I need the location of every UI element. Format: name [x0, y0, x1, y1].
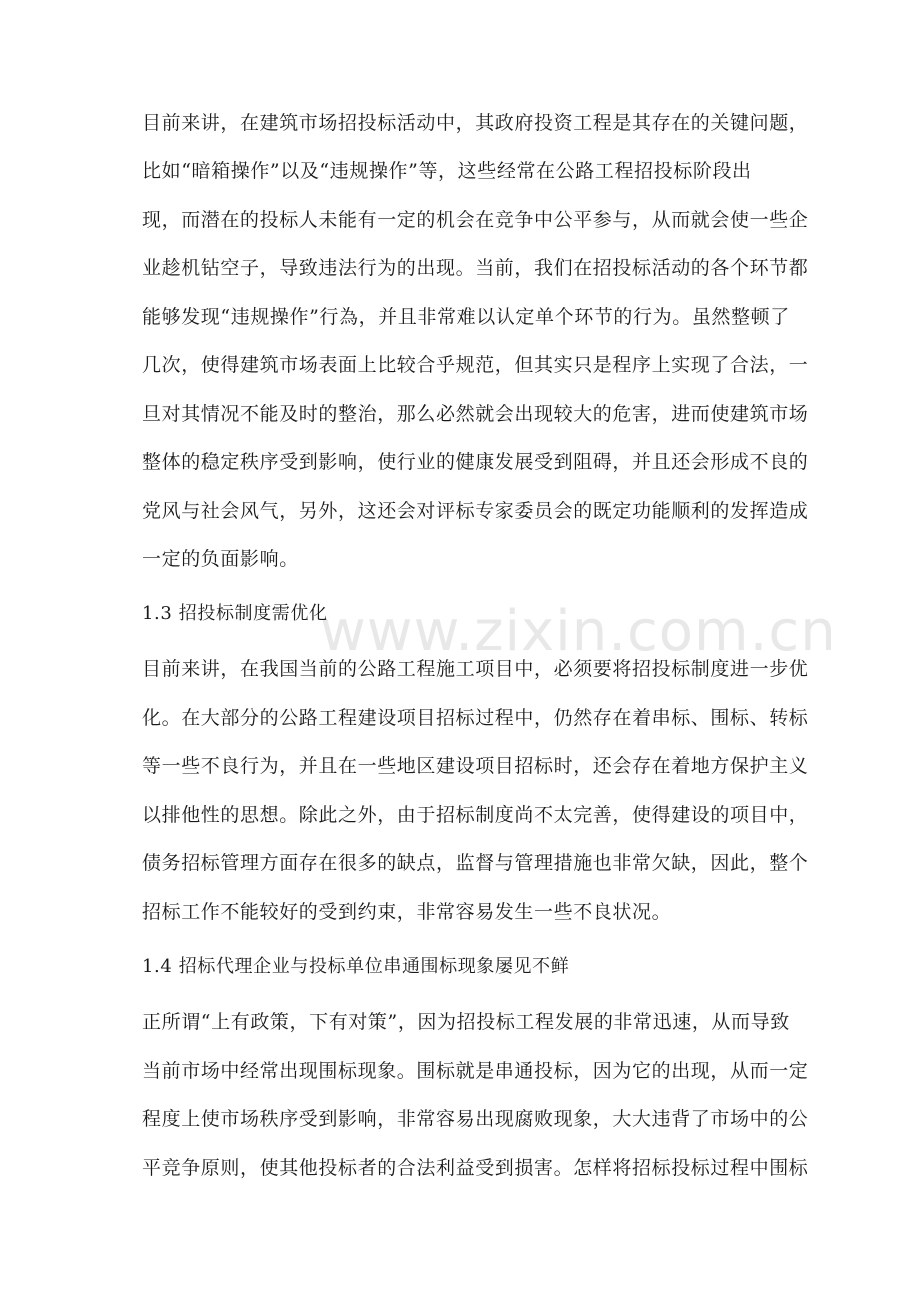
paragraph-line: 一定的负面影响。 — [142, 548, 299, 570]
paragraph-line: 债务招标管理方面存在很多的缺点，监督与管理措施也非常欠缺，因此，整个 — [142, 852, 809, 874]
paragraph-line: 等一些不良行为，并且在一些地区建设项目招标时，还会存在着地方保护主义 — [142, 755, 809, 777]
section-heading-1-3: 1.3 招投标制度需优化 — [142, 603, 328, 624]
paragraph-line: 当前市场中经常出现围标现象。围标就是串通投标，因为它的出现，从而一定 — [142, 1060, 809, 1082]
paragraph-line: 能够发现“违规操作”行為，并且非常难以认定单个环节的行为。虽然整顿了 — [142, 306, 790, 328]
paragraph-line: 旦对其情况不能及时的整治，那么必然就会出现较大的危害，进而使建筑市场 — [142, 403, 809, 425]
paragraph-line: 目前来讲，在我国当前的公路工程施工项目中，必须要将招投标制度进一步优 — [142, 658, 809, 680]
paragraph-line: 几次，使得建筑市场表面上比较合乎规范，但其实只是程序上实现了合法，一 — [142, 354, 809, 376]
paragraph-line: 业趁机钻空子，导致违法行为的出现。当前，我们在招投标活动的各个环节都 — [142, 257, 809, 279]
paragraph-line: 正所谓“上有政策，下有对策”，因为招投标工程发展的非常迅速，从而导致 — [142, 1011, 790, 1033]
paragraph-line: 以排他性的思想。除此之外，由于招标制度尚不太完善，使得建设的项目中， — [142, 804, 809, 826]
watermark: www.zixin.com.cn — [320, 599, 837, 664]
paragraph-line: 平竞争原则，使其他投标者的合法利益受到损害。怎样将招标投标过程中围标 — [142, 1157, 809, 1179]
paragraph-line: 目前来讲，在建筑市场招投标活动中，其政府投资工程是其存在的关键问题， — [142, 112, 809, 134]
paragraph-line: 比如“暗箱操作”以及“违规操作”等，这些经常在公路工程招投标阶段出 — [142, 160, 752, 182]
section-heading-1-4: 1.4 招标代理企业与投标单位串通围标现象屡见不鲜 — [142, 956, 570, 977]
paragraph-line: 化。在大部分的公路工程建设项目招标过程中，仍然存在着串标、围标、转标 — [142, 707, 809, 729]
paragraph-line: 现，而潜在的投标人未能有一定的机会在竞争中公平参与，从而就会使一些企 — [142, 209, 809, 231]
paragraph-line: 招标工作不能较好的受到约束，非常容易发生一些不良状况。 — [142, 901, 672, 923]
paragraph-line: 程度上使市场秩序受到影响，非常容易出现腐败现象，大大违背了市场中的公 — [142, 1108, 809, 1130]
paragraph-line: 党风与社会风气，另外，这还会对评标专家委员会的既定功能顺利的发挥造成 — [142, 500, 809, 522]
paragraph-line: 整体的稳定秩序受到影响，使行业的健康发展受到阻碍，并且还会形成不良的 — [142, 451, 809, 473]
